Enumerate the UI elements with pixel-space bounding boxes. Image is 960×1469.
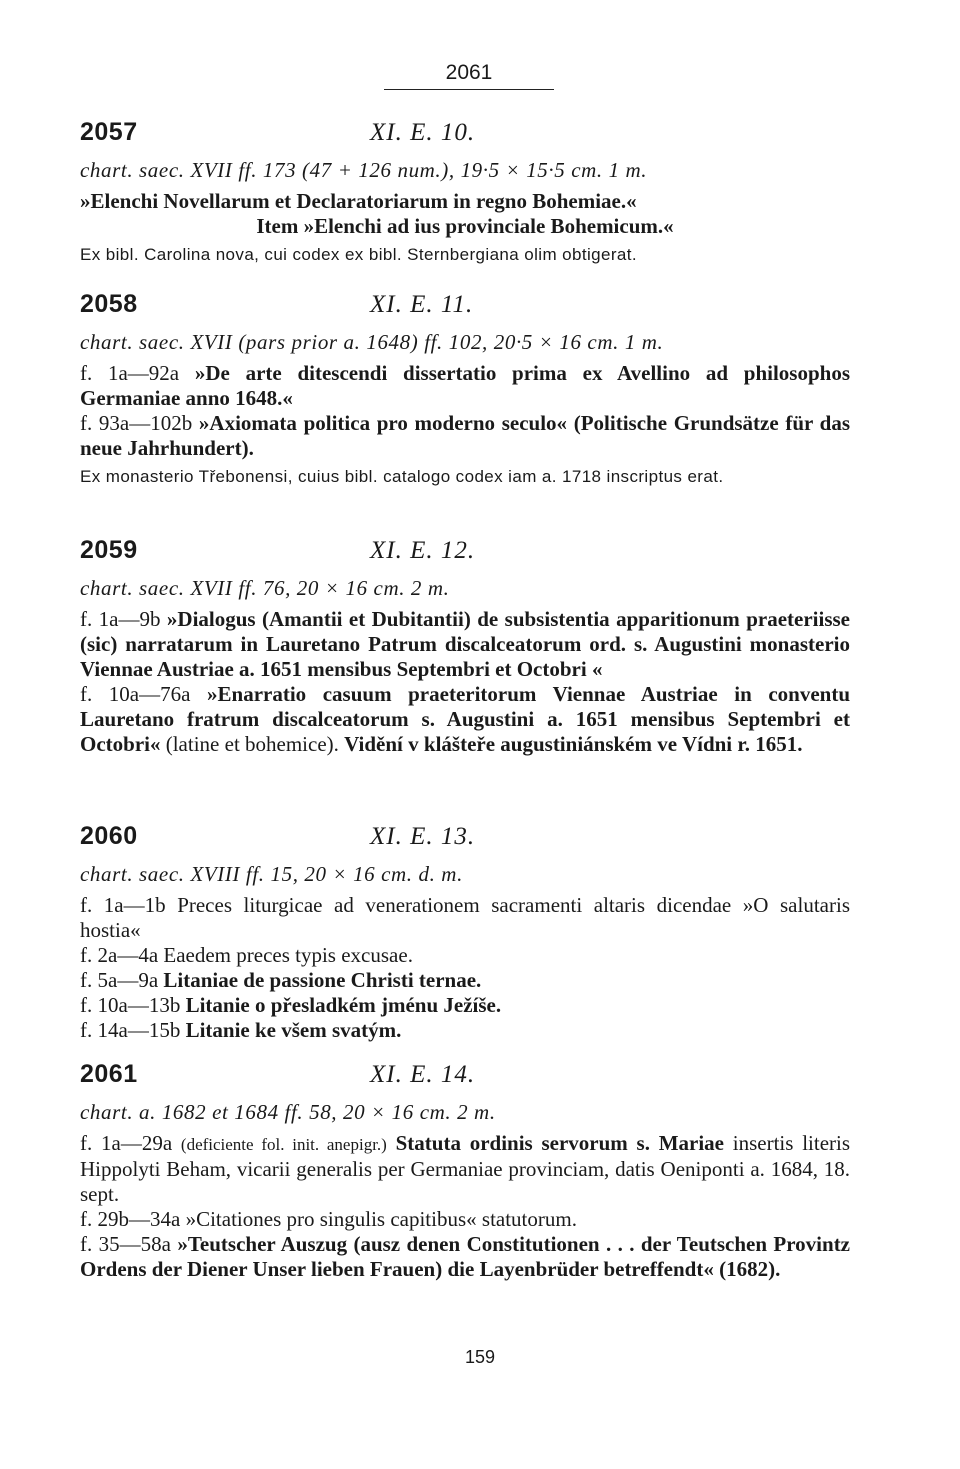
leaf-note: (deficiente fol. init. anepigr.) xyxy=(180,1135,387,1154)
entry-title-2: Item »Elenchi ad ius provinciale Bohemicum.« xyxy=(256,214,674,238)
leaf-item xyxy=(80,607,850,682)
entry-meta: chart. saec. XVIII ff. 15, 20 × 16 cm. d. m. xyxy=(80,862,463,886)
leaf-ref: f. 1a—29a xyxy=(80,1131,173,1155)
leaf-item xyxy=(80,682,850,757)
entry-number: 2060 xyxy=(80,822,138,850)
running-head: 2061 xyxy=(384,60,554,90)
catalog-entry-2058 xyxy=(80,290,850,489)
entry-meta: chart. saec. XVII (pars prior a. 1648) ff. 102, 20·5 × 16 cm. 1 m. xyxy=(80,330,664,354)
entry-header xyxy=(80,536,850,572)
leaf-item xyxy=(80,943,850,968)
leaf-item xyxy=(80,361,850,411)
leaf-text: »Citationes pro singulis capitibus« statutorum. xyxy=(185,1207,577,1231)
leaf-text-plain: (latine et bohemice). xyxy=(165,732,339,756)
leaf-title: Statuta ordinis servorum s. Mariae xyxy=(395,1131,725,1155)
entry-number: 2059 xyxy=(80,536,138,564)
entry-number: 2058 xyxy=(80,290,138,318)
leaf-ref: f. 10a—13b xyxy=(80,993,181,1017)
provenance-note: Ex bibl. Carolina nova, cui codex ex bibl. Sternbergiana olim obtigerat. xyxy=(80,245,638,264)
leaf-text: Litanie o přesladkém jménu Ježíše. xyxy=(185,993,502,1017)
catalog-entry-2061 xyxy=(80,1060,850,1282)
leaf-item xyxy=(80,968,850,993)
page-number: 159 xyxy=(464,1347,496,1367)
provenance-note: Ex monasterio Třebonensi, cuius bibl. catalogo codex iam a. 1718 inscriptus erat. xyxy=(80,467,724,486)
catalog-entry-2059 xyxy=(80,536,850,757)
leaf-ref: f. 14a—15b xyxy=(80,1018,181,1042)
leaf-ref: f. 1a—92a xyxy=(80,361,180,385)
leaf-ref: f. 29b—34a xyxy=(80,1207,181,1231)
leaf-ref: f. 35—58a xyxy=(80,1232,171,1256)
leaf-text: Litanie ke všem svatým. xyxy=(185,1018,402,1042)
entry-meta: chart. saec. XVII ff. 173 (47 + 126 num.), 19·5 × 15·5 cm. 1 m. xyxy=(80,158,648,182)
leaf-item xyxy=(80,411,850,461)
entry-header xyxy=(80,118,850,154)
catalog-entry-2060 xyxy=(80,822,850,1043)
shelf-mark: XI. E. 12. xyxy=(370,537,476,564)
leaf-ref: f. 10a—76a xyxy=(80,682,191,706)
leaf-text: »De arte ditescendi dissertatio prima ex Avellino ad philosophos Germaniae anno 1648.« xyxy=(80,361,850,410)
entry-number: 2061 xyxy=(80,1060,138,1088)
leaf-text: »Axiomata politica pro moderno seculo« (Politische Grundsätze für das neue Jahrhundert). xyxy=(80,411,850,460)
entry-number: 2057 xyxy=(80,118,138,146)
leaf-text: »Enarratio casuum praeteritorum Viennae Austriae in conventu Lauretano fratrum discalceatorum s. Augustini a. 1651 mensibus Septembri et Octobri« xyxy=(80,682,850,756)
entry-header xyxy=(80,822,850,858)
entry-header xyxy=(80,1060,850,1096)
shelf-mark: XI. E. 11. xyxy=(370,291,474,318)
leaf-ref: f. 1a—1b xyxy=(80,893,166,917)
leaf-text-czech: Vidění v klášteře augustiniánském ve Vídni r. 1651. xyxy=(344,732,803,756)
leaf-ref: f. 2a—4a xyxy=(80,943,159,967)
shelf-mark: XI. E. 10. xyxy=(370,119,476,146)
leaf-item xyxy=(80,893,850,943)
catalog-entry-2057 xyxy=(80,118,850,267)
leaf-ref: f. 1a—9b xyxy=(80,607,161,631)
leaf-ref: f. 5a—9a xyxy=(80,968,159,992)
shelf-mark: XI. E. 13. xyxy=(370,823,476,850)
entry-meta: chart. a. 1682 et 1684 ff. 58, 20 × 16 cm. 2 m. xyxy=(80,1100,496,1124)
entry-header xyxy=(80,290,850,326)
entry-title: »Elenchi Novellarum et Declaratoriarum in regno Bohemiae.« xyxy=(80,189,637,213)
leaf-text: insertis literis Hippolyti Beham, vicarii generalis per Germaniae provinciam, datis Oeniponti a. 1684, 18. sept. xyxy=(80,1131,851,1206)
leaf-item xyxy=(80,1131,850,1207)
leaf-item xyxy=(80,1207,850,1232)
leaf-item xyxy=(80,1018,850,1043)
entry-meta: chart. saec. XVII ff. 76, 20 × 16 cm. 2 m. xyxy=(80,576,450,600)
leaf-text: Litaniae de passione Christi ternae. xyxy=(163,968,482,992)
leaf-ref: f. 93a—102b xyxy=(80,411,193,435)
leaf-item xyxy=(80,1232,850,1282)
leaf-text: Preces liturgicae ad venerationem sacramenti altaris dicendae »O salutaris hostia« xyxy=(80,893,850,942)
leaf-item xyxy=(80,993,850,1018)
leaf-text: Eaedem preces typis excusae. xyxy=(163,943,413,967)
leaf-text: »Teutscher Auszug (ausz denen Constitutionen . . . der Teutschen Provintz Ordens der Diener Unser lieben Frauen) die Layenbrüder betreffendt« (1682). xyxy=(80,1232,851,1281)
leaf-text: »Dialogus (Amantii et Dubitantii) de subsistentia apparitionum praeteriisse (sic) narratarum in Lauretano Patrum discalceatorum ord. s. Augustini monasterio Viennae Austriae a. 1651 mensibus Septembri et Octobri « xyxy=(80,607,850,681)
shelf-mark: XI. E. 14. xyxy=(370,1061,476,1088)
